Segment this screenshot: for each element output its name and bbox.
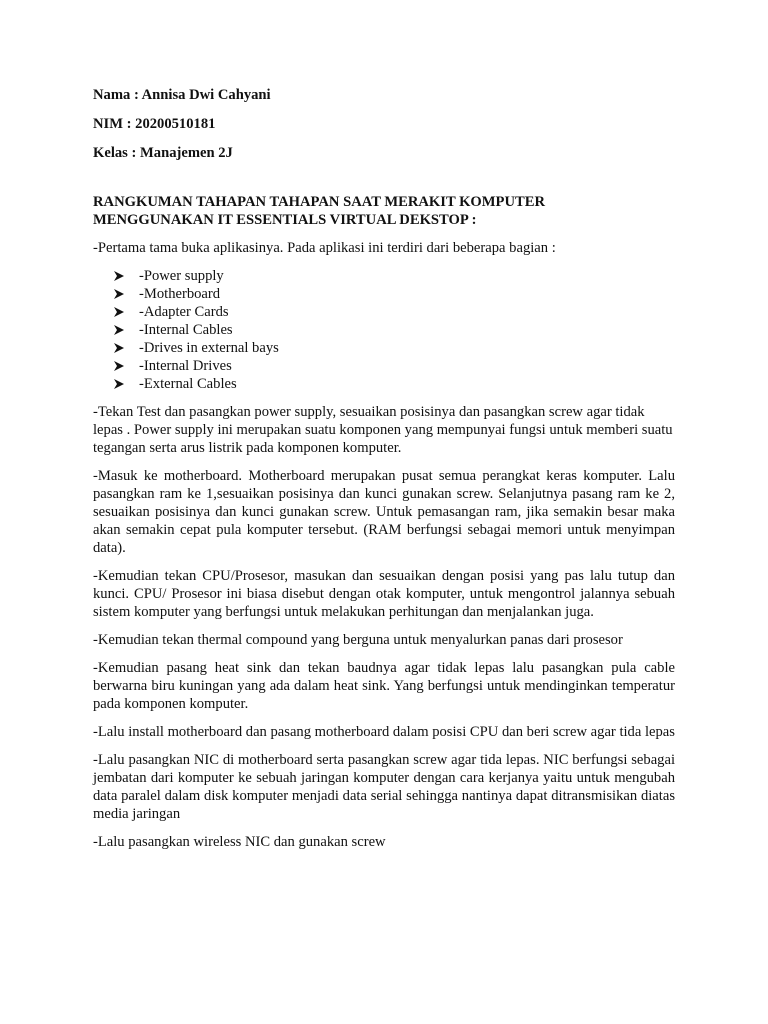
step-motherboard-ram: -Masuk ke motherboard. Motherboard merupakan pusat semua perangkat keras komputer. Lalu pasangkan ram ke 1,sesuaikan posisinya dan kunci gunakan screw. Selanjutnya pasang ram ke 2, sesuaikan posisinya dan kunci gunakan screw. Untuk pemasangan ram, jika semakin besar maka akan semakin cepat pula komputer tersebut. (RAM berfungsi sebagai memori untuk menyimpan data). <box>93 468 675 556</box>
list-item-label: -Internal Drives <box>139 358 232 374</box>
student-class: Kelas : Manajemen 2J <box>93 145 233 161</box>
list-item <box>113 285 675 303</box>
list-item-label: -Motherboard <box>139 286 221 302</box>
document-title-line-1: RANGKUMAN TAHAPAN TAHAPAN SAAT MERAKIT KOMPUTER <box>93 194 546 210</box>
list-item-label: -Drives in external bays <box>139 340 279 356</box>
arrowhead-bullet-icon <box>113 324 125 336</box>
arrowhead-bullet-icon <box>113 270 125 282</box>
student-name: Nama : Annisa Dwi Cahyani <box>93 87 271 103</box>
list-item-label: -Power supply <box>139 268 224 284</box>
parts-list <box>93 267 675 393</box>
arrowhead-bullet-icon <box>113 378 125 390</box>
list-item <box>113 321 675 339</box>
list-item <box>113 267 675 285</box>
intro-paragraph: -Pertama tama buka aplikasinya. Pada aplikasi ini terdiri dari beberapa bagian : <box>93 240 556 256</box>
step-nic: -Lalu pasangkan NIC di motherboard serta pasangkan screw agar tida lepas. NIC berfungsi sebagai jembatan dari komputer ke sebuah jaringan komputer dengan cara kerjanya yaitu untuk mengubah data paralel dalam disk komputer menjadi data serial sehingga nantinya dapat ditransmisikan diatas media jaringan <box>93 752 675 822</box>
list-item-label: -External Cables <box>139 376 237 392</box>
list-item-label: -Adapter Cards <box>139 304 229 320</box>
student-nim: NIM : 20200510181 <box>93 116 216 132</box>
student-info <box>93 86 675 162</box>
arrowhead-bullet-icon <box>113 288 125 300</box>
step-thermal-compound: -Kemudian tekan thermal compound yang berguna untuk menyalurkan panas dari prosesor <box>93 632 623 648</box>
step-wireless-nic: -Lalu pasangkan wireless NIC dan gunakan screw <box>93 834 386 850</box>
step-heat-sink: -Kemudian pasang heat sink dan tekan baudnya agar tidak lepas lalu pasangkan pula cable berwarna biru kuningan yang ada dalam heat sink. Yang berfungsi untuk mendinginkan temperatur pada komponen komputer. <box>93 660 675 712</box>
step-install-motherboard: -Lalu install motherboard dan pasang motherboard dalam posisi CPU dan beri screw agar tida lepas <box>93 724 675 740</box>
list-item <box>113 375 675 393</box>
arrowhead-bullet-icon <box>113 360 125 372</box>
step-cpu: -Kemudian tekan CPU/Prosesor, masukan dan sesuaikan dengan posisi yang pas lalu tutup dan kunci. CPU/ Prosesor ini biasa disebut dengan otak komputer, untuk mengontrol jalannya sebuah sistem komputer yang berfungsi untuk melakukan perhitungan dan menjalankan juga. <box>93 568 675 620</box>
document-title-line-2: MENGGUNAKAN IT ESSENTIALS VIRTUAL DEKSTOP : <box>93 212 477 228</box>
document-title <box>93 193 675 229</box>
arrowhead-bullet-icon <box>113 306 125 318</box>
list-item <box>113 357 675 375</box>
arrowhead-bullet-icon <box>113 342 125 354</box>
list-item <box>113 303 675 321</box>
step-power-supply: -Tekan Test dan pasangkan power supply, sesuaikan posisinya dan pasangkan screw agar tidak lepas . Power supply ini merupakan suatu komponen yang mempunyai fungsi untuk memberi suatu tegangan serta arus listrik pada komponen komputer. <box>93 404 673 456</box>
list-item-label: -Internal Cables <box>139 322 233 338</box>
list-item <box>113 339 675 357</box>
document-page <box>93 86 675 861</box>
